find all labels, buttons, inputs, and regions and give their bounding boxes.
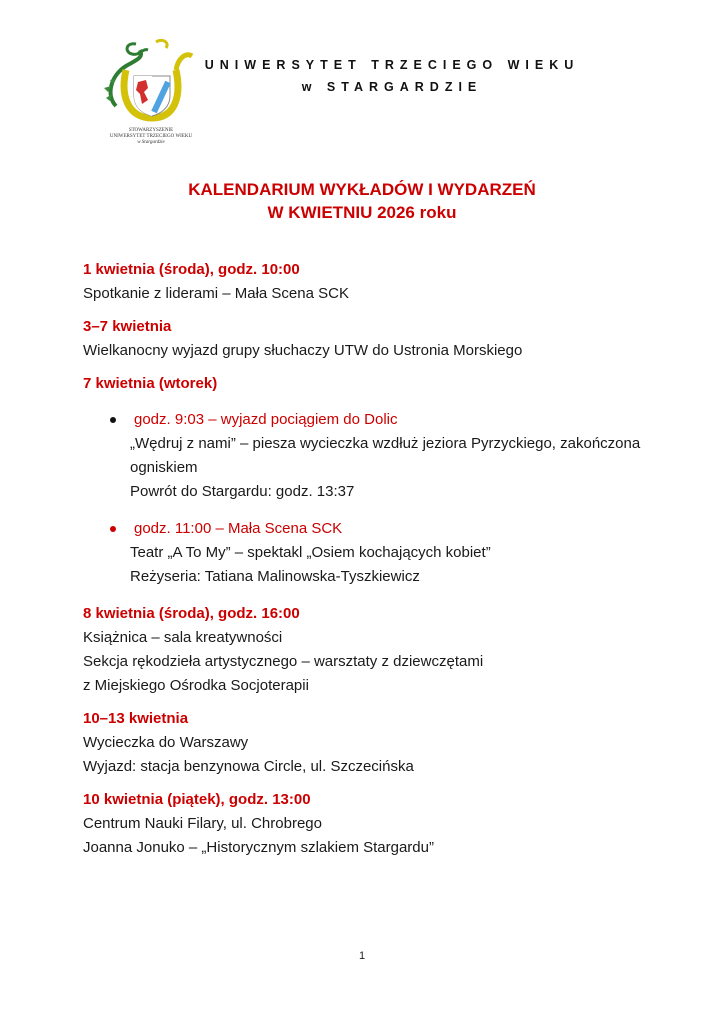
event-bullet-item <box>83 517 703 589</box>
event-section <box>83 707 703 779</box>
event-line: Joanna Jonuko – „Historycznym szlakiem Stargardu” <box>83 839 434 856</box>
event-section <box>83 372 703 589</box>
event-line: Centrum Nauki Filary, ul. Chrobrego <box>83 815 322 832</box>
logo-caption <box>96 128 206 146</box>
event-line: Teatr „A To My” – spektakl „Osiem kochających kobiet” <box>130 544 491 561</box>
event-section <box>83 315 703 363</box>
event-line: Reżyseria: Tatiana Malinowska-Tyszkiewicz <box>130 568 420 585</box>
bullet-icon <box>110 417 116 423</box>
event-heading: 3–7 kwietnia <box>83 318 172 335</box>
event-line: „Wędruj z nami” – piesza wycieczka wzdłuż jeziora Pyrzyckiego, zakończona <box>130 435 641 452</box>
event-line: ogniskiem <box>130 459 198 476</box>
institution-city: w STARGARDZIE <box>301 80 483 94</box>
event-section <box>83 258 703 306</box>
event-heading: 10–13 kwietnia <box>83 710 189 727</box>
event-line: Książnica – sala kreatywności <box>83 629 283 646</box>
event-line: Powrót do Stargardu: godz. 13:37 <box>130 483 355 500</box>
bullet-icon <box>110 526 116 532</box>
events-list <box>83 258 703 869</box>
page-number: 1 <box>358 950 366 962</box>
logo-caption-line: w Stargardzie <box>137 140 165 145</box>
event-section <box>83 788 703 860</box>
event-line: Wielkanocny wyjazd grupy słuchaczy UTW do Ustronia Morskiego <box>83 342 523 359</box>
logo-caption-line: STOWARZYSZENIE <box>128 128 174 133</box>
event-heading: 8 kwietnia (środa), godz. 16:00 <box>83 605 300 622</box>
event-heading: 10 kwietnia (piątek), godz. 13:00 <box>83 791 311 808</box>
event-line: Wycieczka do Warszawy <box>83 734 249 751</box>
document-subtitle: W KWIETNIU 2026 roku <box>267 203 457 222</box>
bullet-heading: godz. 9:03 – wyjazd pociągiem do Dolic <box>134 411 398 428</box>
event-bullet-item <box>83 408 703 504</box>
event-line: z Miejskiego Ośrodka Socjoterapii <box>83 677 309 694</box>
event-line: Wyjazd: stacja benzynowa Circle, ul. Szczecińska <box>83 758 414 775</box>
document-title: KALENDARIUM WYKŁADÓW I WYDARZEŃ <box>188 180 536 199</box>
logo-caption-line: UNIWERSYTET TRZECIEGO WIEKU <box>109 134 193 139</box>
institution-name: UNIWERSYTET TRZECIEGO WIEKU <box>204 58 580 72</box>
event-section <box>83 602 703 698</box>
event-heading: 1 kwietnia (środa), godz. 10:00 <box>83 261 300 278</box>
event-line: Sekcja rękodzieła artystycznego – warsztaty z dziewczętami <box>83 653 484 670</box>
utw-logo <box>96 36 206 156</box>
bullet-heading: godz. 11:00 – Mała Scena SCK <box>134 520 343 537</box>
event-heading: 7 kwietnia (wtorek) <box>83 375 218 392</box>
event-line: Spotkanie z liderami – Mała Scena SCK <box>83 285 349 302</box>
